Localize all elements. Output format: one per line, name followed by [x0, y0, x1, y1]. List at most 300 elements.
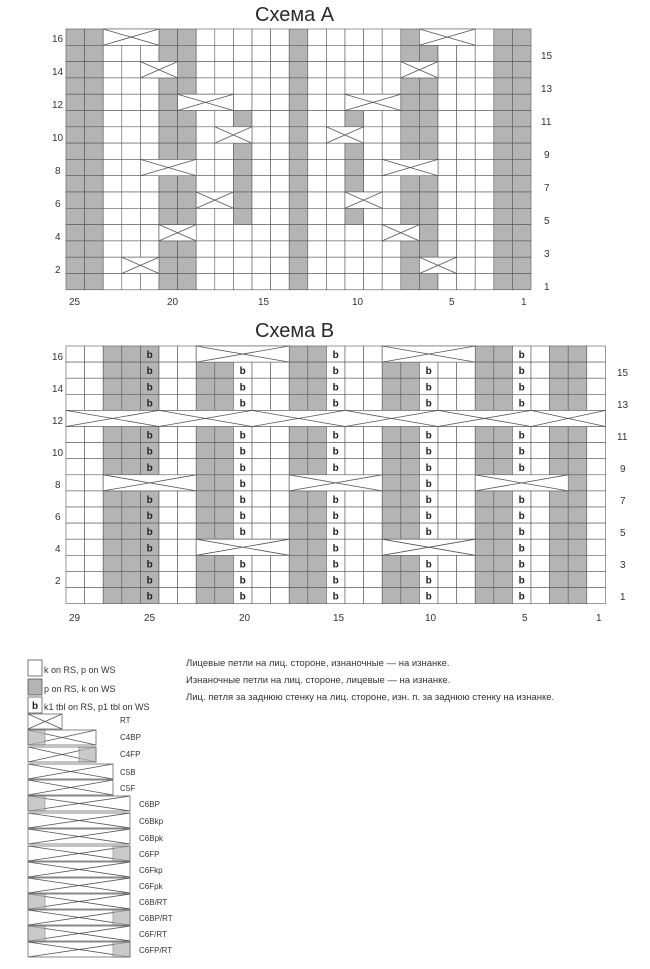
- stitch-cell: [215, 555, 234, 571]
- stitch-cell: [531, 362, 550, 378]
- stitch-cell: [159, 507, 178, 523]
- tbl-mark: b: [146, 494, 153, 506]
- stitch-cell: [531, 346, 550, 362]
- stitch-cell: [531, 443, 550, 459]
- tbl-mark: b: [239, 494, 246, 506]
- legend-label-knit: k on RS, p on WS: [44, 665, 116, 675]
- stitch-cell: [289, 491, 308, 507]
- stitch-cell: [457, 523, 476, 539]
- stitch-cell: [85, 459, 104, 475]
- tbl-mark: b: [146, 511, 153, 523]
- tbl-mark: b: [332, 398, 339, 410]
- stitch-cell: [382, 427, 401, 443]
- stitch-cell: [457, 394, 476, 410]
- stitch-cell: [85, 443, 104, 459]
- stitch-cell: [438, 443, 457, 459]
- stitch-cell: [308, 523, 327, 539]
- legend-label-purl: p on RS, k on WS: [44, 684, 116, 694]
- tbl-mark: b: [239, 559, 246, 571]
- stitch-cell: [178, 491, 197, 507]
- tbl-mark: b: [146, 591, 153, 603]
- tbl-mark: b: [146, 446, 153, 458]
- tbl-mark: b: [146, 575, 153, 587]
- stitch-cell: [382, 394, 401, 410]
- stitch-cell: [308, 588, 327, 604]
- stitch-cell: [457, 588, 476, 604]
- stitch-cell: [271, 555, 290, 571]
- stitch-cell: [103, 378, 122, 394]
- stitch-cell: [438, 491, 457, 507]
- stitch-cell: [196, 378, 215, 394]
- stitch-cell: [401, 362, 420, 378]
- stitch-cell: [159, 362, 178, 378]
- stitch-cell: [289, 539, 308, 555]
- stitch-cell: [494, 427, 513, 443]
- stitch-cell: [475, 571, 494, 587]
- stitch-cell: [215, 427, 234, 443]
- stitch-cell: [289, 588, 308, 604]
- stitch-cell: [345, 394, 364, 410]
- stitch-cell: [66, 427, 85, 443]
- stitch-cell: [103, 539, 122, 555]
- stitch-cell: [568, 523, 587, 539]
- stitch-cell: [252, 588, 271, 604]
- stitch-cell: [550, 588, 569, 604]
- stitch-cell: [382, 491, 401, 507]
- scheme-a-title: Схема A: [255, 4, 335, 26]
- stitch-cell: [587, 378, 606, 394]
- stitch-cell: [252, 523, 271, 539]
- stitch-cell: [438, 571, 457, 587]
- stitch-cell: [550, 443, 569, 459]
- stitch-cell: [531, 378, 550, 394]
- stitch-cell: [531, 394, 550, 410]
- stitch-cell: [494, 378, 513, 394]
- stitch-cell: [401, 394, 420, 410]
- stitch-cell: [308, 571, 327, 587]
- stitch-cell: [122, 523, 141, 539]
- stitch-cell: [271, 475, 290, 491]
- row-label: 12: [52, 100, 64, 111]
- row-label: 8: [55, 166, 61, 177]
- column-label: 1: [596, 613, 602, 624]
- stitch-cell: [531, 427, 550, 443]
- tbl-mark: b: [332, 494, 339, 506]
- legend-cable-c5b: C5B: [120, 768, 136, 777]
- stitch-cell: [568, 394, 587, 410]
- row-label: 15: [541, 51, 553, 62]
- stitch-cell: [364, 539, 383, 555]
- column-label: 15: [333, 613, 345, 624]
- stitch-cell: [457, 491, 476, 507]
- stitch-cell: [494, 443, 513, 459]
- stitch-cell: [122, 491, 141, 507]
- stitch-cell: [66, 507, 85, 523]
- tbl-mark: b: [425, 575, 432, 587]
- stitch-cell: [196, 588, 215, 604]
- stitch-cell: [178, 523, 197, 539]
- stitch-cell: [122, 571, 141, 587]
- stitch-cell: [103, 507, 122, 523]
- tbl-mark: b: [425, 559, 432, 571]
- stitch-cell: [178, 588, 197, 604]
- stitch-cell: [66, 443, 85, 459]
- stitch-cell: [587, 394, 606, 410]
- stitch-cell: [159, 443, 178, 459]
- stitch-cell: [122, 362, 141, 378]
- row-label: 4: [55, 232, 61, 243]
- stitch-cell: [308, 362, 327, 378]
- stitch-cell: [289, 346, 308, 362]
- stitch-cell: [438, 459, 457, 475]
- stitch-cell: [401, 555, 420, 571]
- stitch-cell: [289, 571, 308, 587]
- stitch-cell: [364, 523, 383, 539]
- column-label: 20: [167, 297, 179, 308]
- stitch-cell: [345, 555, 364, 571]
- tbl-mark: b: [239, 591, 246, 603]
- stitch-cell: [401, 378, 420, 394]
- stitch-cell: [215, 362, 234, 378]
- tbl-mark: b: [518, 543, 525, 555]
- row-label: 10: [52, 448, 64, 459]
- stitch-cell: [382, 507, 401, 523]
- tbl-mark: b: [239, 366, 246, 378]
- stitch-cell: [364, 378, 383, 394]
- stitch-cell: [271, 459, 290, 475]
- stitch-cell: [122, 346, 141, 362]
- tbl-mark: b: [518, 398, 525, 410]
- stitch-cell: [382, 588, 401, 604]
- stitch-cell: [364, 571, 383, 587]
- stitch-cell: [550, 539, 569, 555]
- tbl-mark: b: [332, 591, 339, 603]
- stitch-cell: [438, 588, 457, 604]
- tbl-mark: b: [239, 575, 246, 587]
- tbl-mark: b: [332, 511, 339, 523]
- stitch-cell: [494, 346, 513, 362]
- tbl-mark: b: [332, 543, 339, 555]
- stitch-cell: [289, 507, 308, 523]
- stitch-cell: [550, 459, 569, 475]
- tbl-mark: b: [518, 511, 525, 523]
- stitch-cell: [438, 555, 457, 571]
- stitch-cell: [66, 491, 85, 507]
- stitch-cell: [252, 491, 271, 507]
- stitch-cell: [550, 571, 569, 587]
- stitch-cell: [531, 523, 550, 539]
- stitch-cell: [66, 378, 85, 394]
- tbl-mark: b: [425, 366, 432, 378]
- stitch-cell: [475, 491, 494, 507]
- row-label: 16: [52, 34, 64, 45]
- stitch-cell: [568, 507, 587, 523]
- stitch-cell: [457, 459, 476, 475]
- stitch-cell: [568, 475, 587, 491]
- stitch-cell: [531, 459, 550, 475]
- stitch-cell: [196, 571, 215, 587]
- tbl-mark: b: [239, 478, 246, 490]
- tbl-mark: b: [146, 559, 153, 571]
- stitch-cell: [494, 394, 513, 410]
- stitch-cell: [252, 427, 271, 443]
- tbl-mark: b: [239, 382, 246, 394]
- tbl-mark: b: [518, 591, 525, 603]
- stitch-cell: [159, 394, 178, 410]
- stitch-cell: [401, 443, 420, 459]
- stitch-cell: [66, 459, 85, 475]
- stitch-cell: [85, 362, 104, 378]
- tbl-mark: b: [518, 446, 525, 458]
- stitch-cell: [345, 507, 364, 523]
- stitch-cell: [587, 539, 606, 555]
- stitch-cell: [196, 459, 215, 475]
- stitch-cell: [159, 378, 178, 394]
- tbl-mark: b: [146, 543, 153, 555]
- stitch-cell: [345, 378, 364, 394]
- legend-cable-c6bkp: C6Bkp: [139, 817, 164, 826]
- legend-description-knit: Лицевые петли на лиц. стороне, изнаночные — на изнанке.: [186, 658, 450, 669]
- stitch-cell: [85, 378, 104, 394]
- stitch-cell: [308, 427, 327, 443]
- row-label: 1: [544, 282, 550, 293]
- row-label: 7: [620, 496, 626, 507]
- stitch-cell: [289, 394, 308, 410]
- tbl-mark: b: [146, 366, 153, 378]
- row-label: 9: [620, 464, 626, 475]
- legend-description-tbl: Лиц. петля за заднюю стенку на лиц. стороне, изн. п. за заднюю стенку на изнанке.: [186, 692, 555, 703]
- stitch-cell: [568, 443, 587, 459]
- stitch-cell: [382, 362, 401, 378]
- stitch-cell: [159, 539, 178, 555]
- stitch-cell: [568, 346, 587, 362]
- stitch-cell: [122, 588, 141, 604]
- tbl-mark: b: [425, 591, 432, 603]
- stitch-cell: [382, 571, 401, 587]
- stitch-cell: [289, 555, 308, 571]
- stitch-cell: [215, 523, 234, 539]
- stitch-cell: [550, 427, 569, 443]
- column-label: 25: [69, 297, 81, 308]
- stitch-cell: [215, 394, 234, 410]
- stitch-cell: [345, 588, 364, 604]
- stitch-cell: [289, 427, 308, 443]
- stitch-cell: [271, 523, 290, 539]
- stitch-cell: [364, 346, 383, 362]
- stitch-cell: [587, 588, 606, 604]
- stitch-cell: [178, 378, 197, 394]
- stitch-cell: [401, 507, 420, 523]
- stitch-cell: [401, 491, 420, 507]
- stitch-cell: [215, 459, 234, 475]
- stitch-cell: [587, 475, 606, 491]
- stitch-cell: [475, 588, 494, 604]
- stitch-cell: [196, 362, 215, 378]
- legend-label-tbl: k1 tbl on RS, p1 tbl on WS: [44, 702, 150, 712]
- stitch-cell: [252, 394, 271, 410]
- stitch-cell: [550, 378, 569, 394]
- stitch-cell: [271, 491, 290, 507]
- stitch-cell: [494, 459, 513, 475]
- tbl-mark: b: [518, 494, 525, 506]
- column-label: 5: [522, 613, 528, 624]
- stitch-cell: [550, 555, 569, 571]
- row-label: 3: [544, 249, 550, 260]
- stitch-cell: [271, 443, 290, 459]
- tbl-mark: b: [332, 382, 339, 394]
- stitch-cell: [271, 378, 290, 394]
- stitch-cell: [252, 475, 271, 491]
- stitch-cell: [252, 443, 271, 459]
- stitch-cell: [178, 571, 197, 587]
- tbl-mark: b: [425, 446, 432, 458]
- row-label: 10: [52, 133, 64, 144]
- stitch-cell: [345, 571, 364, 587]
- stitch-cell: [66, 346, 85, 362]
- stitch-cell: [103, 394, 122, 410]
- stitch-cell: [494, 571, 513, 587]
- legend-cable-c4bp: C4BP: [120, 733, 141, 742]
- legend-cable-c6fp: C6FP: [139, 850, 160, 859]
- stitch-cell: [550, 362, 569, 378]
- tbl-mark: b: [332, 527, 339, 539]
- stitch-cell: [475, 346, 494, 362]
- legend-cable-c6bp: C6BP: [139, 800, 160, 809]
- stitch-cell: [568, 427, 587, 443]
- row-label: 6: [55, 512, 61, 523]
- tbl-mark: b: [425, 398, 432, 410]
- stitch-cell: [308, 394, 327, 410]
- row-label: 8: [55, 480, 61, 491]
- tbl-mark: b: [239, 511, 246, 523]
- stitch-cell: [103, 555, 122, 571]
- row-label: 6: [55, 199, 61, 210]
- stitch-cell: [364, 459, 383, 475]
- stitch-cell: [215, 588, 234, 604]
- stitch-cell: [103, 362, 122, 378]
- stitch-cell: [159, 459, 178, 475]
- row-label: 5: [620, 528, 626, 539]
- stitch-cell: [364, 362, 383, 378]
- row-label: 11: [541, 117, 552, 128]
- column-label: 5: [449, 297, 455, 308]
- stitch-cell: [550, 491, 569, 507]
- stitch-cell: [475, 427, 494, 443]
- stitch-cell: [475, 523, 494, 539]
- stitch-cell: [271, 362, 290, 378]
- stitch-cell: [252, 459, 271, 475]
- stitch-cell: [178, 346, 197, 362]
- legend-cable-c6fkp: C6Fkp: [139, 866, 163, 875]
- stitch-cell: [494, 588, 513, 604]
- stitch-cell: [103, 427, 122, 443]
- stitch-cell: [401, 475, 420, 491]
- stitch-cell: [289, 443, 308, 459]
- stitch-cell: [215, 507, 234, 523]
- stitch-cell: [531, 571, 550, 587]
- tbl-mark: b: [518, 559, 525, 571]
- stitch-cell: [122, 427, 141, 443]
- legend-cable-c6fpk: C6Fpk: [139, 882, 163, 891]
- stitch-cell: [457, 378, 476, 394]
- stitch-cell: [178, 443, 197, 459]
- tbl-mark: b: [332, 350, 339, 362]
- tbl-mark: b: [425, 511, 432, 523]
- stitch-cell: [122, 539, 141, 555]
- tbl-mark: b: [332, 462, 339, 474]
- stitch-cell: [159, 427, 178, 443]
- stitch-cell: [289, 378, 308, 394]
- stitch-cell: [587, 507, 606, 523]
- stitch-cell: [196, 475, 215, 491]
- row-label: 1: [620, 592, 626, 603]
- legend-cable-c4fp: C4FP: [120, 750, 141, 759]
- stitch-cell: [103, 523, 122, 539]
- stitch-cell: [308, 491, 327, 507]
- row-label: 5: [544, 216, 550, 227]
- stitch-cell: [271, 588, 290, 604]
- stitch-cell: [401, 571, 420, 587]
- stitch-cell: [308, 443, 327, 459]
- stitch-cell: [178, 555, 197, 571]
- legend-cable-rt: RT: [120, 716, 131, 725]
- stitch-cell: [568, 588, 587, 604]
- stitch-cell: [178, 394, 197, 410]
- stitch-cell: [85, 571, 104, 587]
- column-label: 29: [69, 613, 81, 624]
- row-label: 11: [617, 432, 628, 443]
- stitch-cell: [494, 362, 513, 378]
- stitch-cell: [364, 394, 383, 410]
- tbl-mark: b: [146, 382, 153, 394]
- stitch-cell: [475, 394, 494, 410]
- stitch-cell: [438, 362, 457, 378]
- stitch-cell: [289, 362, 308, 378]
- stitch-cell: [308, 555, 327, 571]
- stitch-cell: [196, 427, 215, 443]
- stitch-cell: [85, 394, 104, 410]
- stitch-cell: [159, 346, 178, 362]
- stitch-cell: [531, 555, 550, 571]
- stitch-cell: [271, 394, 290, 410]
- legend-cable-c6bpk: C6Bpk: [139, 834, 164, 843]
- stitch-cell: [66, 523, 85, 539]
- column-label: 20: [239, 613, 251, 624]
- row-label: 14: [52, 384, 64, 395]
- tbl-mark: b: [332, 430, 339, 442]
- stitch-cell: [159, 571, 178, 587]
- row-label: 15: [617, 368, 629, 379]
- tbl-mark: b: [518, 462, 525, 474]
- stitch-cell: [215, 571, 234, 587]
- stitch-cell: [345, 539, 364, 555]
- stitch-cell: [122, 443, 141, 459]
- stitch-cell: [587, 346, 606, 362]
- tbl-mark: b: [332, 366, 339, 378]
- stitch-cell: [401, 523, 420, 539]
- stitch-cell: [215, 378, 234, 394]
- tbl-mark: b: [146, 462, 153, 474]
- legend-description-purl: Изнаночные петли на лиц. стороне, лицевые — на изнанке.: [186, 675, 451, 686]
- stitch-cell: [457, 475, 476, 491]
- stitch-cell: [252, 507, 271, 523]
- stitch-cell: [308, 346, 327, 362]
- stitch-cell: [438, 475, 457, 491]
- stitch-cell: [178, 507, 197, 523]
- stitch-cell: [66, 571, 85, 587]
- row-label: 13: [541, 84, 553, 95]
- stitch-cell: [475, 459, 494, 475]
